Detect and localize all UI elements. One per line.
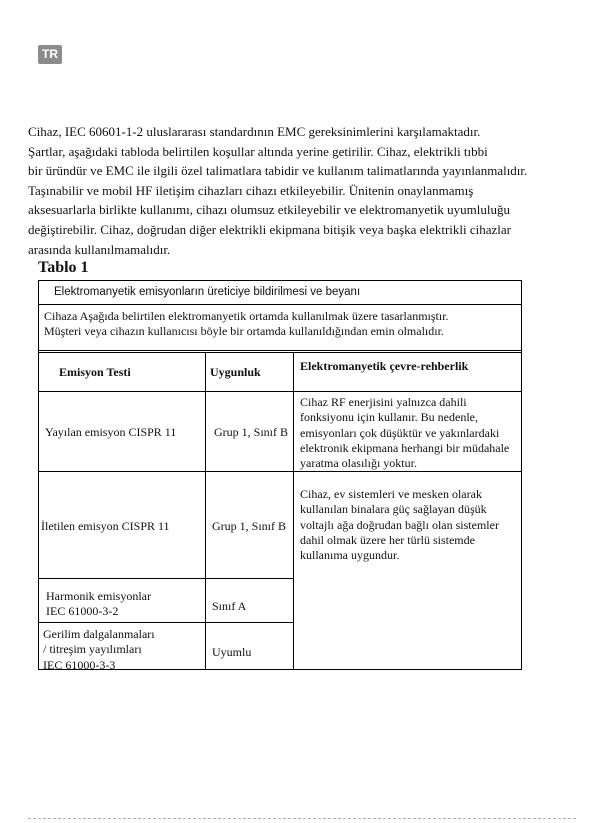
guidance-line: elektronik ekipmana herhangi bir müdahale: [300, 440, 510, 455]
table-rule: [293, 352, 294, 670]
table-rule: [39, 304, 521, 305]
guidance-line: emisyonları çok düşüktür ve yakınlardaki: [300, 425, 500, 440]
guidance-line: kullanıma uygundur.: [300, 548, 400, 563]
table-cell-compliance: Sınıf A: [212, 599, 247, 613]
table-notice-line: Müşteri veya cihazın kullanıcısı böyle bir ortamda kullanıldığından emin olmalıdır.: [44, 324, 444, 339]
guidance-line: dahil olmak üzere her türlü sistemde: [300, 532, 475, 547]
guidance-line: Cihaz RF enerjisini yalnızca dahili: [300, 395, 467, 409]
table-cell-compliance: Grup 1, Sınıf B: [212, 519, 287, 533]
table-rule: [39, 352, 521, 353]
table-cell-guidance: [300, 487, 499, 563]
table-cell-test: [46, 589, 151, 620]
table-title: Tablo 1: [38, 259, 89, 276]
guidance-line: voltajlı ağa doğrudan bağlı olan sistemler: [300, 517, 499, 532]
test-line: / titreşim yayılımları: [43, 642, 142, 657]
guidance-line: fonksiyonu için kullanır. Bu nedenle,: [300, 410, 478, 425]
intro-line: bir üründür ve EMC ile ilgili özel talimatlara tabidir ve kullanım talimatlarında yayınlanmalıdır.: [28, 163, 528, 179]
table-rule: [39, 350, 521, 351]
table-cell-test: İletilen emisyon CISPR 11: [41, 519, 170, 533]
column-header-compliance: Uygunluk: [210, 365, 261, 379]
table-rule: [293, 391, 521, 392]
intro-paragraph: [28, 122, 576, 259]
intro-line: Taşınabilir ve mobil HF iletişim cihazları cihazı etkileyebilir. Ünitenin onaylanmamış: [28, 182, 474, 198]
table-notice: [44, 309, 449, 340]
table-cell-compliance: Uyumlu: [212, 645, 252, 659]
table-notice-line: Cihaza Aşağıda belirtilen elektromanyetik ortamda kullanılmak üzere tasarlanmıştır.: [44, 309, 449, 323]
table-cell-test: [43, 627, 155, 673]
intro-line: değiştirebilir. Cihaz, doğrudan diğer elektrikli ekipmana bitişik veya başka elektrikli cihazlar: [28, 221, 512, 237]
intro-line: aksesuarlarla birlikte kullanımı, cihazı olumsuz etkileyebilir ve elektromanyetik uyumluluğu: [28, 202, 510, 218]
table-rule: [39, 622, 293, 623]
table-heading: Elektromanyetik emisyonların üreticiye bildirilmesi ve beyanı: [54, 286, 361, 298]
column-header-guidance: Elektromanyetik çevre-rehberlik: [300, 359, 469, 373]
intro-line: Şartlar, aşağıdaki tabloda belirtilen koşullar altında yerine getirilir. Cihaz, elektrikli tıbbi: [28, 143, 488, 159]
table-cell-compliance: Grup 1, Sınıf B: [214, 425, 289, 439]
language-badge: TR: [38, 45, 62, 64]
test-line: IEC 61000-3-3: [43, 657, 116, 672]
table-cell-test: Yayılan emisyon CISPR 11: [45, 425, 177, 439]
column-header-test: Emisyon Testi: [59, 365, 131, 379]
emissions-table: [38, 280, 522, 670]
test-line: IEC 61000-3-2: [46, 604, 119, 619]
test-line: Gerilim dalgalanmaları: [43, 627, 155, 641]
page-bottom-rule: [28, 818, 576, 819]
table-rule: [39, 391, 293, 392]
guidance-line: yaratma olasılığı yoktur.: [300, 456, 417, 471]
table-cell-guidance: [300, 395, 509, 471]
table-rule: [39, 578, 293, 579]
guidance-line: Cihaz, ev sistemleri ve mesken olarak: [300, 487, 482, 501]
test-line: Harmonik emisyonlar: [46, 589, 151, 603]
guidance-line: kullanılan binalara güç sağlayan düşük: [300, 502, 487, 517]
intro-line: arasında kullanılmamalıdır.: [28, 241, 171, 257]
table-rule: [205, 352, 206, 670]
intro-line: Cihaz, IEC 60601-1-2 uluslararası standardının EMC gereksinimlerini karşılamaktadır.: [28, 124, 481, 139]
